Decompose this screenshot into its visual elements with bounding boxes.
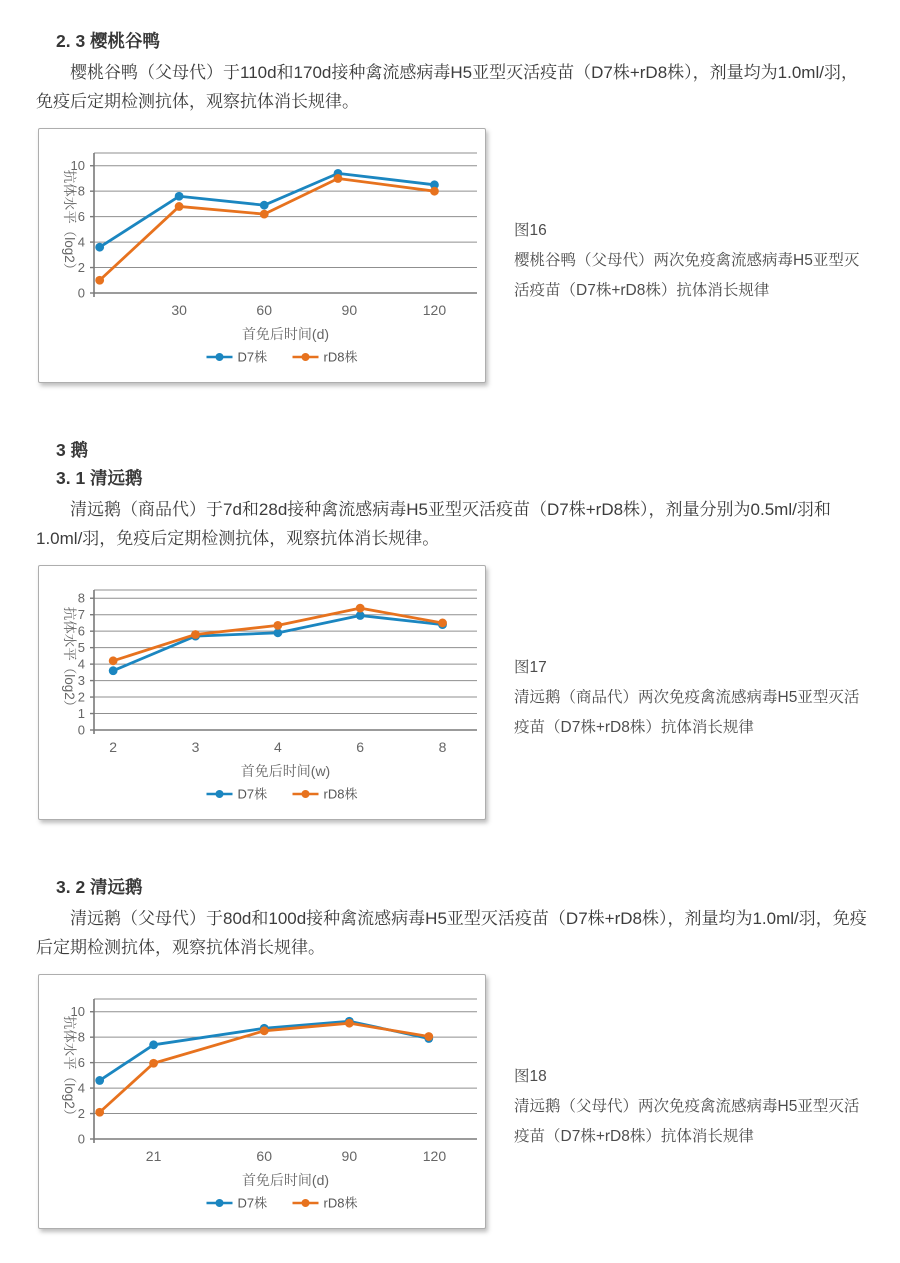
- figure-18-caption: [514, 974, 870, 1152]
- figure-17-label: 图17: [514, 659, 547, 676]
- line-chart-fig18: [39, 975, 483, 1226]
- axes: [71, 999, 477, 1147]
- svg-text:rD8株: rD8株: [323, 786, 358, 802]
- figure-16-caption-text: 樱桃谷鸭（父母代）两次免疫禽流感病毒H5亚型灭活疫苗（D7株+rD8株）抗体消长规律: [514, 252, 860, 299]
- svg-text:D7株: D7株: [237, 786, 268, 802]
- chart-fig18-box: [38, 974, 486, 1229]
- figure-17-row: [38, 565, 870, 820]
- figure-18-label: 图18: [514, 1068, 547, 1085]
- legend: [207, 350, 358, 365]
- svg-text:2: 2: [77, 689, 85, 705]
- svg-text:30: 30: [171, 302, 187, 318]
- legend: [207, 1196, 358, 1211]
- svg-text:0: 0: [77, 722, 85, 738]
- svg-text:0: 0: [77, 1131, 85, 1147]
- svg-text:6: 6: [77, 1055, 85, 1071]
- line-chart-fig17: [39, 566, 483, 817]
- section-heading-3-2: 3. 2 清远鹅: [56, 877, 143, 897]
- svg-text:2: 2: [109, 739, 118, 755]
- svg-text:1: 1: [77, 706, 85, 722]
- svg-text:6: 6: [77, 209, 85, 225]
- section-heading-2-3: 2. 3 樱桃谷鸭: [56, 31, 161, 51]
- gridlines: [94, 590, 477, 730]
- section-3-2: [36, 874, 870, 1229]
- legend: [207, 787, 358, 802]
- x-axis-title: 首免后时间(d): [241, 1172, 330, 1188]
- svg-text:90: 90: [341, 302, 358, 318]
- svg-text:5: 5: [77, 640, 85, 656]
- svg-text:60: 60: [256, 1148, 273, 1164]
- svg-text:21: 21: [145, 1148, 162, 1164]
- figure-16-label: 图16: [514, 222, 547, 239]
- svg-text:2: 2: [77, 1106, 85, 1122]
- svg-text:6: 6: [356, 739, 365, 755]
- svg-text:0: 0: [77, 285, 85, 301]
- figure-16-caption: [514, 128, 870, 306]
- svg-text:4: 4: [77, 656, 85, 672]
- svg-text:120: 120: [422, 1148, 447, 1164]
- figure-17-caption: [514, 565, 870, 743]
- svg-text:rD8株: rD8株: [323, 1195, 358, 1211]
- figure-18-caption-text: 清远鹅（父母代）两次免疫禽流感病毒H5亚型灭活疫苗（D7株+rD8株）抗体消长规律: [514, 1098, 860, 1145]
- svg-text:rD8株: rD8株: [323, 349, 358, 365]
- section-3-1: [36, 437, 870, 820]
- y-axis-title: 抗体水平（log2）: [62, 606, 77, 714]
- section-paragraph-3-2: 清远鹅（父母代）于80d和100d接种禽流感病毒H5亚型灭活疫苗（D7株+rD8株），剂量均为1.0ml/羽，免疫后定期检测抗体，观察抗体消长规律。: [36, 909, 867, 957]
- svg-text:D7株: D7株: [237, 1195, 268, 1211]
- series-D7株: [109, 611, 447, 675]
- line-chart-fig16: [39, 129, 483, 380]
- section-heading-3: 3 鹅: [56, 440, 89, 460]
- svg-text:8: 8: [77, 1029, 85, 1045]
- chart-fig17-box: [38, 565, 486, 820]
- y-axis-title: 抗体水平（log2）: [62, 1015, 77, 1123]
- x-axis-title: 首免后时间(d): [241, 326, 330, 342]
- figure-16-row: [38, 128, 870, 383]
- section-2-3: [36, 28, 870, 383]
- svg-text:4: 4: [77, 1080, 85, 1096]
- x-axis-labels: [146, 1148, 447, 1164]
- chart-fig16-box: [38, 128, 486, 383]
- svg-text:3: 3: [191, 739, 200, 755]
- svg-text:60: 60: [256, 302, 273, 318]
- figure-17-caption-text: 清远鹅（商品代）两次免疫禽流感病毒H5亚型灭活疫苗（D7株+rD8株）抗体消长规律: [514, 689, 860, 736]
- series-rD8株: [95, 174, 439, 285]
- svg-text:10: 10: [70, 158, 85, 174]
- gridlines: [94, 153, 477, 293]
- svg-text:8: 8: [77, 590, 85, 606]
- svg-text:4: 4: [273, 739, 282, 755]
- svg-text:90: 90: [341, 1148, 358, 1164]
- x-axis-title: 首免后时间(w): [240, 763, 331, 779]
- series-D7株: [95, 169, 439, 252]
- series-rD8株: [95, 1019, 433, 1117]
- section-paragraph-3-1: 清远鹅（商品代）于7d和28d接种禽流感病毒H5亚型灭活疫苗（D7株+rD8株），剂量分别为0.5ml/羽和1.0ml/羽，免疫后定期检测抗体，观察抗体消长规律。: [36, 500, 831, 548]
- x-axis-labels: [171, 302, 446, 318]
- svg-text:6: 6: [77, 623, 85, 639]
- section-heading-3-1: 3. 1 清远鹅: [56, 468, 143, 488]
- svg-text:3: 3: [77, 673, 85, 689]
- section-paragraph-2-3: 樱桃谷鸭（父母代）于110d和170d接种禽流感病毒H5亚型灭活疫苗（D7株+rD8株），剂量均为1.0ml/羽，免疫后定期检测抗体，观察抗体消长规律。: [36, 63, 858, 111]
- svg-text:D7株: D7株: [237, 349, 268, 365]
- svg-text:4: 4: [77, 234, 85, 250]
- svg-text:120: 120: [422, 302, 447, 318]
- svg-text:8: 8: [77, 183, 85, 199]
- svg-text:2: 2: [77, 260, 85, 276]
- x-axis-labels: [109, 739, 446, 755]
- svg-text:7: 7: [77, 607, 85, 623]
- svg-text:8: 8: [438, 739, 447, 755]
- svg-text:10: 10: [70, 1004, 85, 1020]
- figure-18-row: [38, 974, 870, 1229]
- y-axis-title: 抗体水平（log2）: [62, 169, 77, 277]
- gridlines: [94, 999, 477, 1139]
